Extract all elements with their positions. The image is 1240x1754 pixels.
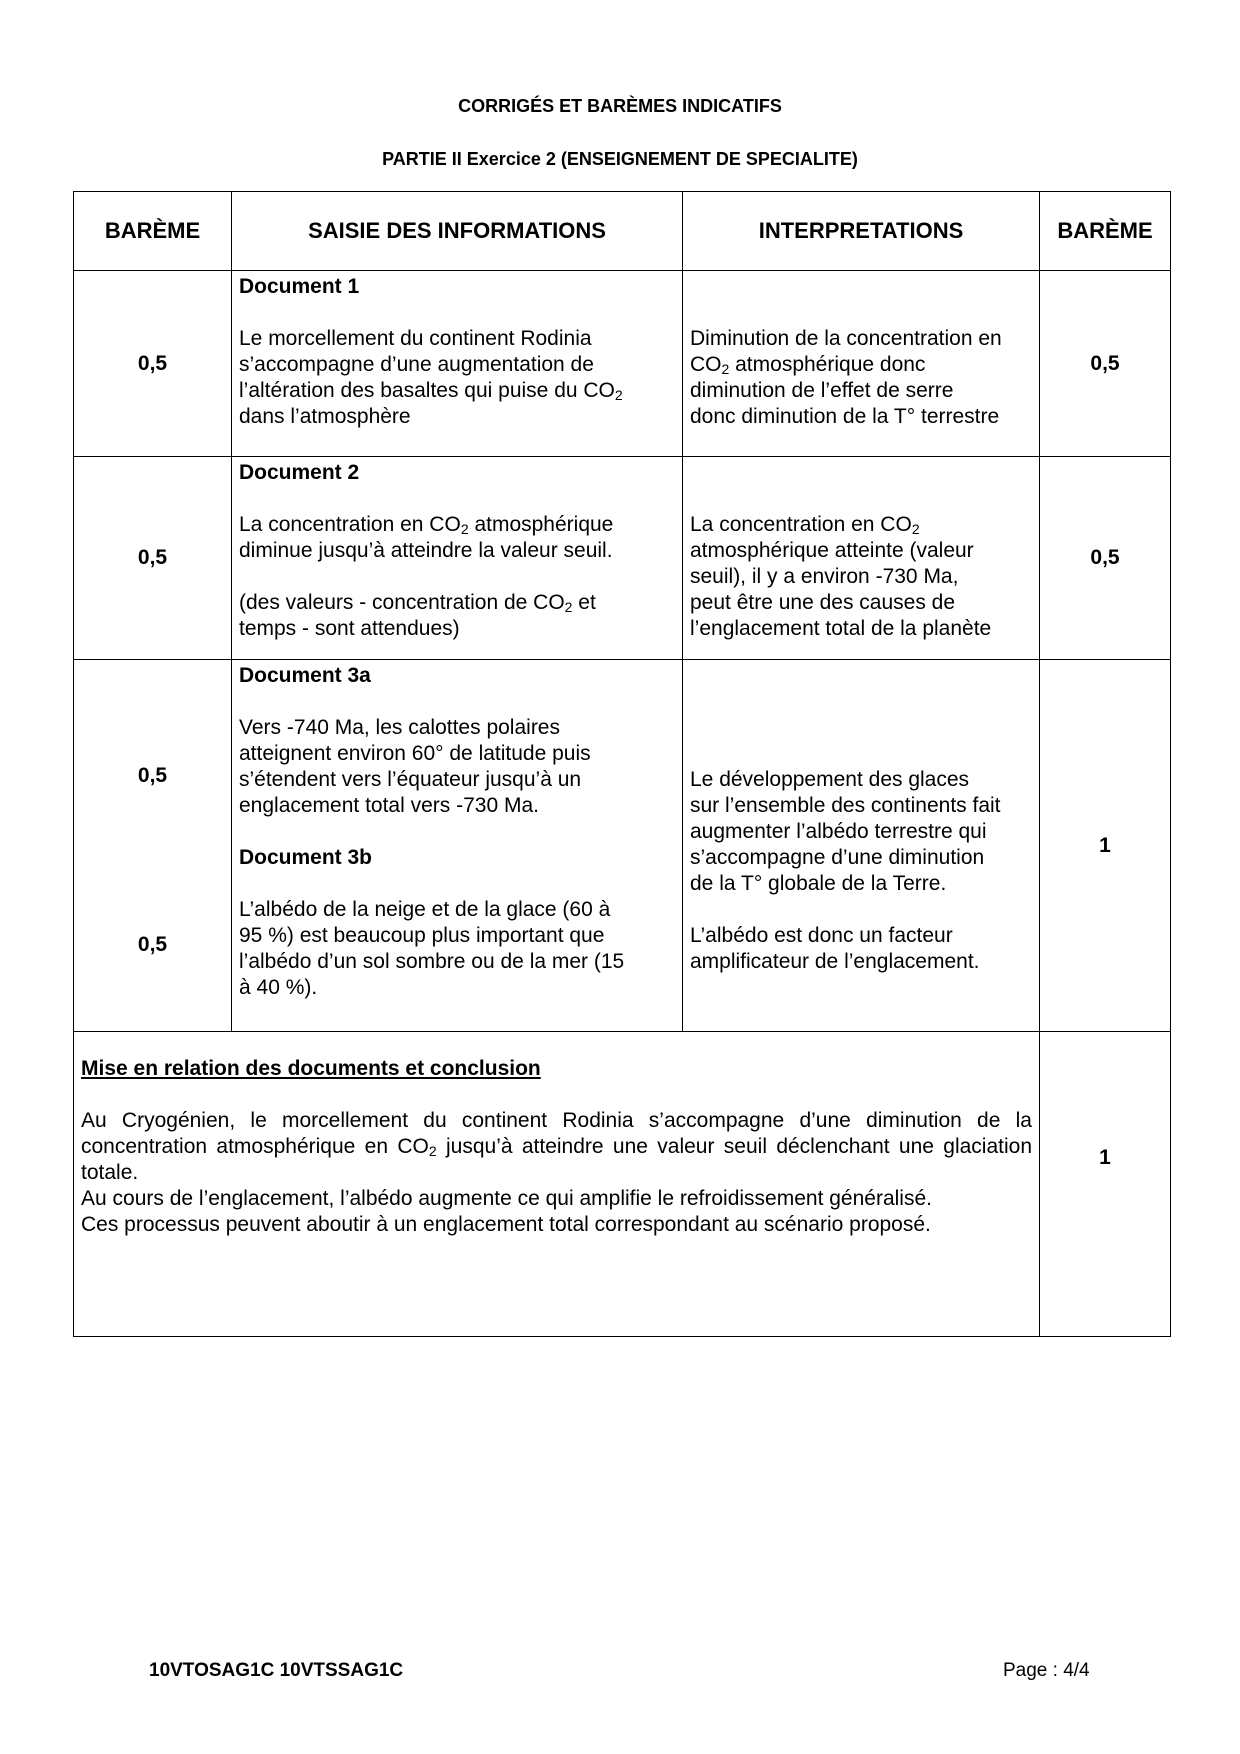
saisie-text: l’altération des basaltes qui puise du $CO_2$ [239,379,623,403]
interpretation-text: augmenter l’albédo terrestre qui [690,820,987,843]
score-value: 0,5 [137,764,168,787]
score-value: 0,5 [137,351,168,375]
interpretation-cell [683,457,1040,660]
interpretation-text: L’albédo est donc un facteur [690,924,953,947]
score-cell [74,660,232,1032]
interpretation-text: $CO_2$ atmosphérique donc [690,353,926,377]
footer-page-number: Page : 4/4 [1003,1660,1090,1681]
saisie-text: La concentration en $CO_2$ atmosphérique [239,513,614,537]
saisie-text: diminue jusqu’à atteindre la valeur seuil. [239,539,613,562]
table-row [74,271,1171,457]
conclusion-text: Au Cryogénien, le morcellement du continent Rodinia s’accompagne d’une diminution de la concentration atmosphérique en $CO_2$ jusqu’à atteindre une valeur seuil déclenchant une glaciation totale. [81,1109,1033,1184]
interpretation-text: l’englacement total de la planète [690,617,992,640]
score-value: 0,5 [1090,351,1120,375]
page-title: CORRIGÉS ET BARÈMES INDICATIFS [458,96,782,116]
document-title: Document 1 [239,275,360,298]
interpretation-text: s’accompagne d’une diminution [690,846,985,869]
conclusion-cell [74,1032,1040,1337]
table-row [74,457,1171,660]
score-cell [1040,457,1171,660]
interpretation-text: donc diminution de la T° terrestre [690,405,1000,428]
score-cell [1040,271,1171,457]
saisie-text: dans l’atmosphère [239,405,411,428]
conclusion-text: Ces processus peuvent aboutir à un englacement total correspondant au scénario proposé. [81,1213,931,1236]
score-value: 0,5 [1090,546,1120,569]
header-saisie: SAISIE DES INFORMATIONS [232,192,683,271]
score-value: 1 [1099,1146,1111,1169]
interpretation-text: atmosphérique atteinte (valeur [690,539,974,562]
header-bareme-left: BARÈME [74,192,232,271]
table-header-row [74,192,1171,271]
interpretation-text: Diminution de la concentration en [690,327,1002,350]
score-cell [1040,1032,1171,1337]
saisie-cell [232,660,683,1032]
conclusion-row [74,1032,1171,1337]
saisie-text: (des valeurs - concentration de $CO_2$ et [239,591,596,615]
saisie-text: atteignent environ 60° de latitude puis [239,742,591,765]
interpretation-text: La concentration en $CO_2$ [690,513,920,537]
page-subtitle: PARTIE II Exercice 2 (ENSEIGNEMENT DE SPECIALITE) [382,149,858,169]
saisie-cell [232,271,683,457]
saisie-text: s’accompagne d’une augmentation de [239,353,594,376]
saisie-cell [232,457,683,660]
saisie-text: l’albédo d’un sol sombre ou de la mer (15 [239,950,625,973]
header-interpretations: INTERPRETATIONS [683,192,1040,271]
table-row [74,660,1171,1032]
saisie-text: L’albédo de la neige et de la glace (60 à [239,898,611,921]
interpretation-text: amplificateur de l’englacement. [690,950,980,973]
score-cell [74,457,232,660]
score-cell [74,271,232,457]
saisie-text: 95 %) est beaucoup plus important que [239,924,605,947]
grading-table [73,191,1171,1337]
footer-code: 10VTOSAG1C 10VTSSAG1C [149,1660,404,1681]
conclusion-text: Au cours de l’englacement, l’albédo augmente ce qui amplifie le refroidissement généralisé. [81,1187,932,1210]
document-title: Document 3b [239,846,373,869]
document-title: Document 3a [239,664,371,687]
header-bareme-right: BARÈME [1040,192,1171,271]
saisie-text: englacement total vers -730 Ma. [239,794,539,817]
saisie-text: à 40 %). [239,976,318,999]
interpretation-text: peut être une des causes de [690,591,956,614]
score-cell [1040,660,1171,1032]
interpretation-text: de la T° globale de la Terre. [690,872,947,895]
score-value: 1 [1099,833,1111,857]
conclusion-title: Mise en relation des documents et conclusion [81,1057,541,1080]
score-value: 0,5 [137,933,168,956]
saisie-text: s’étendent vers l’équateur jusqu’à un [239,768,582,791]
saisie-text: Vers -740 Ma, les calottes polaires [239,716,560,739]
interpretation-cell [683,271,1040,457]
interpretation-text: seuil), il y a environ -730 Ma, [690,565,959,588]
interpretation-cell [683,660,1040,1032]
interpretation-text: sur l’ensemble des continents fait [690,794,1001,817]
score-value: 0,5 [137,546,168,569]
saisie-text: Le morcellement du continent Rodinia [239,327,592,350]
saisie-text: temps - sont attendues) [239,617,460,640]
document-title: Document 2 [239,461,360,484]
interpretation-text: Le développement des glaces [690,768,970,791]
interpretation-text: diminution de l’effet de serre [690,379,954,402]
